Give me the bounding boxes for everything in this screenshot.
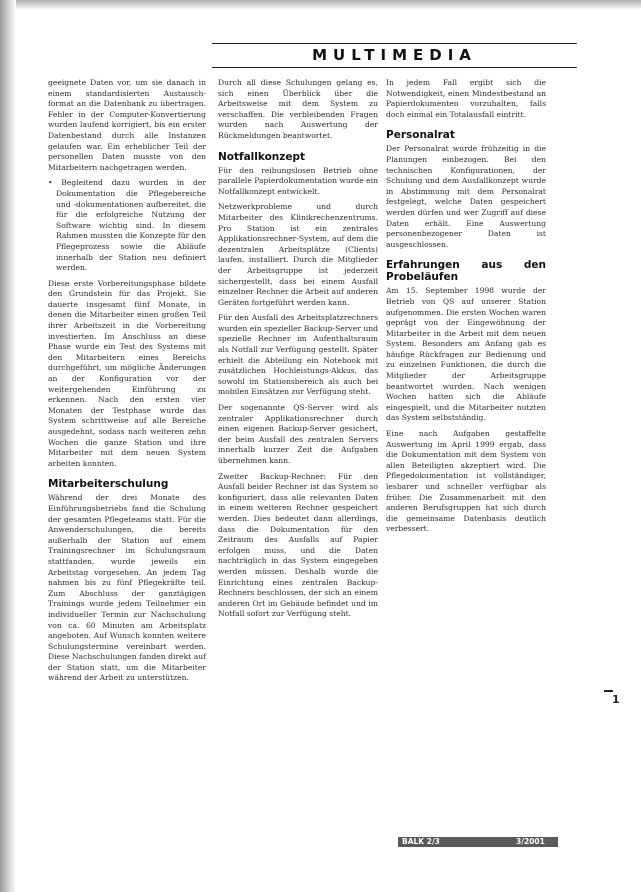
paragraph: Zweiter Backup-Rechner: Für den Ausfall beider Rechner ist das System so konfiguriert, dass alle relevanten Daten in einem weiteren Rechner gespeichert werden. Dies bedeutet dann allerdings, dass die Dokumentation für den Zeitraum des Ausfalls auf Papier erfolgen muss, und die Daten nachträglich in das System eingegeben werden müssen. Deshalb wurde die Einrichtung eines zentralen Backup-Rechners beschlossen, der sich an einem anderen Ort im Gebäude befindet und im Notfall sofort zur Verfügung steht. bbox=[218, 471, 378, 619]
paragraph: geeignete Daten vor, um sie danach in einem standardisierten Austausch-format an die Datenbank zu übertragen. Fehler in der Computer-Konvertierung wurden laufend korrigiert, bis ein erster Datenbestand durch alle Instanzen gelaufen war. Ein erheblicher Teil der personellen Daten musste von den Mitarbeitern nachgetragen werden. bbox=[48, 78, 206, 172]
paragraph: Durch all diese Schulungen gelang es, sich einen Überblick über die Arbeitsweise mit dem System zu verschaffen. Die verbleibenden Fragen wurden nach Auswertung der Rückmeldungen beantwortet. bbox=[218, 78, 378, 140]
footer-journal: BALK 2/3 bbox=[402, 837, 440, 846]
bullet-text: Begleitend dazu wurden in der Dokumentation die Pflegebereiche und -dokumentationen aufbereitet, die für die erfolgreiche Nutzung der Software wichtig sind. In diesem Rahmen mussten die Konzepte für den Pflegeprozess sowie die Abläufe innerhalb der Station neu definiert werden. bbox=[56, 178, 206, 273]
scan-shadow-left bbox=[0, 0, 16, 892]
section-title: MULTIMEDIA bbox=[312, 46, 477, 64]
paragraph: Diese erste Vorbereitungsphase bildete den Grundstein für das Projekt. Sie dauerte insgesamt fünf Monate, in denen die Mitarbeiter einen großen Teil ihrer Arbeitszeit in die Vorbereitung investierten. Im Anschluss an diese Phase wurde ein Test des Systems mit den Mitarbeitern eines Bereichs durchgeführt, um mögliche Änderungen an der Konfiguration vor der weitergehenden Einführung zu erkennen. Nach den ersten vier Monaten der Testphase wurde das System schrittweise auf alle Bereiche ausgedehnt, sodass nach weiteren zehn Wochen die ganze Station und ihre Mitarbeiter mit dem neuen System arbeiten konnten. bbox=[48, 278, 206, 468]
paragraph: Während der drei Monate des Einführungsbetriebs fand die Schulung der gesamten Pflegeteams statt. Für die Anwenderschulungen, die bereits außerhalb der Station auf einem Trainingsrechner im Schulungsraum stattfanden, wurde jeweils ein Arbeitstag vorgesehen. An jedem Tag nahmen bis zu fünf Pflegekräfte teil. Zum Abschluss der ganztägigen Trainings wurde jedem Teilnehmer ein individueller Termin zur Nachschulung von ca. 60 Minuten am Arbeitsplatz angeboten. Auf Wunsch konnten weitere Schulungstermine vereinbart werden. Diese Nachschulungen fanden direkt auf der Station statt, um die Mitarbeiter während der Arbeit zu unterstützen. bbox=[48, 493, 206, 683]
heading-emergency: Notfallkonzept bbox=[218, 150, 306, 163]
paragraph: Eine nach Aufgaben gestaffelte Auswertung im April 1999 ergab, dass die Dokumentation mit dem System von allen Beteiligten akzeptiert wird. Die Pflegedokumentation ist vollständiger, lesbarer und schneller verfügbar als früher. Die Zusammenarbeit mit den anderen Berufsgruppen hat sich durch die gemeinsame Datenbasis deutlich verbessert. bbox=[386, 429, 546, 534]
scan-shadow-top bbox=[0, 0, 641, 10]
column-1 bbox=[48, 78, 206, 689]
paragraph: Der Personalrat wurde frühzeitig in die Planungen einbezogen. Bei den technischen Konfigurationen, der Schulung und dem Ausfallkonzept wurde in Abstimmung mit dem Personalrat festgelegt, welche Daten gespeichert werden dürfen und wer Zugriff auf diese Daten erhält. Eine Auswertung personenbezogener Daten ist ausgeschlossen. bbox=[386, 144, 546, 249]
paragraph: Am 15. September 1998 wurde der Betrieb von QS auf unserer Station aufgenommen. Die ersten Wochen waren geprägt von der Eingewöhnung der Mitarbeiter in die Arbeit mit dem neuen System. Besonders am Anfang gab es häufige Rückfragen zur Bedienung und zu einzelnen Funktionen, die durch die Mitglieder der Arbeitsgruppe beantwortet wurden. Nach wenigen Wochen hatten sich die Abläufe eingespielt, und die Mitarbeiter nutzten das System selbstständig. bbox=[386, 286, 546, 423]
header-rule-bottom bbox=[212, 67, 577, 68]
paragraph: Für den reibungslosen Betrieb ohne parallele Papierdokumentation wurde ein Notfallkonzept entwickelt. bbox=[218, 165, 378, 196]
margin-rule bbox=[604, 690, 613, 692]
paragraph: Für den Ausfall des Arbeitsplatzrechners wurden ein spezieller Backup-Server und spezielle Rechner im Aufenthaltsraum als Notfall zur Verfügung gestellt. Später erhielt die Abteilung ein Notebook mit zusätzlichen Hochleistungs-Akkus, das sowohl im Stationsbereich als auch bei mobilen Einsätzen zur Verfügung steht. bbox=[218, 313, 378, 397]
bullet-paragraph: • Begleitend dazu wurden in der Dokumentation die Pflegebereiche und -dokumentationen aufbereitet, die für die erfolgreiche Nutzung der Software wichtig sind. In diesem Rahmen mussten die Konzepte für den Pflegeprozess sowie die Abläufe innerhalb der Station neu definiert werden. bbox=[48, 178, 206, 273]
column-2 bbox=[218, 78, 378, 625]
paragraph: Netzwerkprobleme und durch Mitarbeiter des Klinikrechenzentrums. Pro Station ist ein zentrales Applikationsrechner-System, auf dem die dezentralen Arbeitsplätze (Clients) laufen, installiert. Durch die Mitglieder der Arbeitsgruppe ist jederzeit sichergestellt, dass bei einem Ausfall einzelner Rechner die Arbeit auf anderen Geräten fortgeführt werden kann. bbox=[218, 202, 378, 307]
header-rule-top bbox=[212, 43, 577, 44]
column-3 bbox=[386, 78, 546, 540]
heading-training: Mitarbeiterschulung bbox=[48, 478, 169, 491]
footer-issue: 3/2001 bbox=[516, 837, 545, 846]
heading-experience: Erfahrungen aus den Probeläufen bbox=[386, 259, 546, 284]
paragraph: In jedem Fall ergibt sich die Notwendigkeit, einen Mindestbestand an Papierdokumenten vorzuhalten, falls doch einmal ein Totalausfall eintritt. bbox=[386, 78, 546, 119]
heading-staff-council: Personalrat bbox=[386, 129, 455, 142]
margin-mark: 1 bbox=[612, 693, 620, 706]
paragraph: Der sogenannte QS-Server wird als zentraler Applikationsrechner durch einen eigenen Backup-Server gesichert, der beim Ausfall des zentralen Servers innerhalb kurzer Zeit die Aufgaben übernehmen kann. bbox=[218, 403, 378, 465]
footer-bar bbox=[398, 837, 558, 847]
